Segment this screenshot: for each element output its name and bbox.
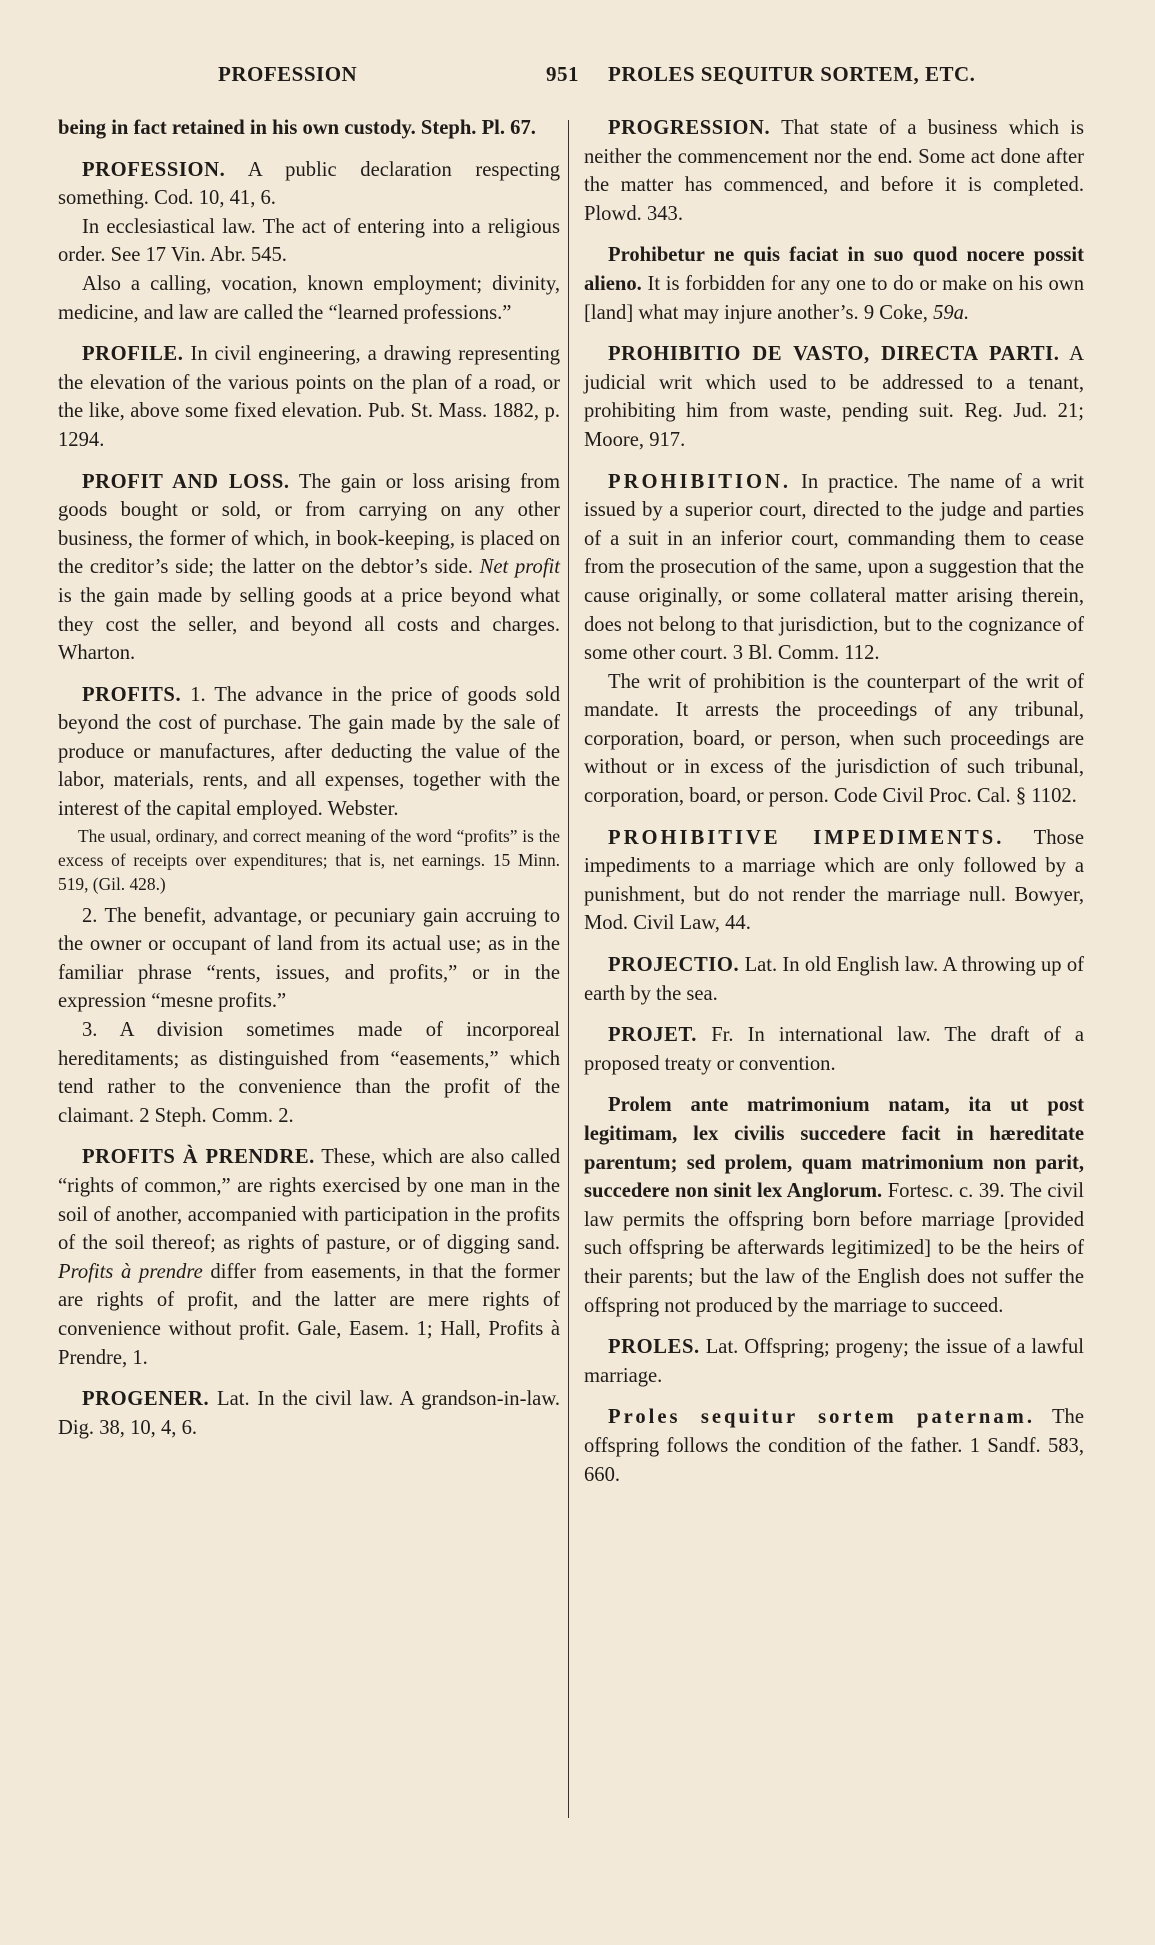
- entry-profits-a-prendre: [58, 1143, 560, 1372]
- entry-projectio: [584, 951, 1084, 1008]
- entry-prolem: [584, 1091, 1084, 1320]
- entry-progression: [584, 114, 1084, 228]
- column-divider: [568, 120, 569, 1818]
- entry-headword: PROGENER.: [82, 1388, 210, 1411]
- entry-headword: PROGRESSION.: [608, 117, 771, 139]
- entry-prohibetur: [584, 241, 1084, 327]
- entry-text: Fortesc. c. 39. The civil law permits the offspring born before marriage [provided such offspring be afterwards legitimized] to be the heirs of their parents; but the law of the English does not suffer the offspring not produced by the marriage to succeed.: [584, 1180, 1084, 1317]
- entry-text: The offspring follows the condition of the father. 1 Sandf. 583, 660.: [584, 1406, 1084, 1486]
- entry-text: differ from easements, in that the former are rights of profit, and the latter are mere rights of convenience without profit. Gale, Easem. 1; Hall, Profits à Prendre, 1.: [58, 1260, 560, 1369]
- entry-text: 1. The advance in the price of goods sold beyond the cost of purchase. The gain made by the sale of produce or manufactures, after deducting the value of the labor, materials, rents, and all expenses, together with the interest of the capital employed. Webster.: [58, 683, 560, 821]
- entry-text: The gain or loss arising from goods bought or sold, or from carrying on any other business, the former of which, in book-keeping, is placed on the creditor’s side; the latter on the debtor’s side.: [58, 470, 560, 579]
- entry-headword: PROFILE.: [82, 343, 184, 366]
- entry-headword: PROFITS.: [82, 683, 182, 706]
- entry-paragraph: In ecclesiastical law. The act of entering into a religious order. See 17 Vin. Abr. 545.: [58, 215, 560, 267]
- entry-progener: [58, 1385, 560, 1442]
- entry-paragraph: 2. The benefit, advantage, or pecuniary gain accruing to the owner or occupant of land from its actual use; as in the familiar phrase “rents, issues, and profits,” or in the expression “mesne profits.”: [58, 904, 560, 1013]
- entry-italic-term: 59a.: [933, 301, 970, 324]
- entry-projet: [584, 1021, 1084, 1078]
- entry-profession: [58, 156, 560, 328]
- entry-text: Lat. In the civil law. A grandson-in-law. Dig. 38, 10, 4, 6.: [58, 1388, 560, 1439]
- header-left-guideword: PROFESSION: [218, 62, 358, 86]
- entry-maxim: Proles sequitur sortem paternam.: [608, 1406, 1035, 1429]
- entry-text: These, which are also called “rights of common,” are rights exercised by one man in the soil of another, accompanied with participation in the profits of the soil thereof; as rights of pasture, or of digging sand.: [58, 1146, 560, 1255]
- entry-italic-term: Net profit: [479, 556, 560, 579]
- entry-paragraph: Also a calling, vocation, known employment; divinity, medicine, and law are called the “learned professions.”: [58, 272, 560, 324]
- entry-paragraph: The writ of prohibition is the counterpart of the writ of mandate. It arrests the proceedings of any tribunal, corporation, board, or person, when such proceedings are without or in excess of the jurisdiction of such tribunal, corporation, board, or person. Code Civil Proc. Cal. § 1102.: [584, 670, 1084, 808]
- entry-prohibitio: [584, 340, 1084, 454]
- entry-headword: PROFIT AND LOSS.: [82, 470, 290, 493]
- entry-headword: PROHIBITIVE IMPEDIMENTS.: [608, 826, 1005, 849]
- entry-text: is the gain made by selling goods at a price beyond what they cost the seller, and beyond all costs and charges. Wharton.: [58, 584, 560, 665]
- note-text: The usual, ordinary, and correct meaning of the word “profits” is the excess of receipts over expenditures; that is, net earnings. 15 Minn. 519, (Gil. 428.): [58, 825, 560, 894]
- entry-headword: PROHIBITIO DE VASTO, DIRECTA PARTI.: [608, 343, 1060, 366]
- entry-text: being in fact retained in his own custody. Steph. Pl. 67.: [58, 117, 536, 139]
- entry-text: Lat. Offspring; progeny; the issue of a lawful marriage.: [584, 1336, 1084, 1387]
- entry-profits: [58, 681, 560, 1131]
- entry-headword: PROFITS À PRENDRE.: [82, 1146, 315, 1169]
- entry-paragraph: 3. A division sometimes made of incorporeal hereditaments; as distinguished from “easements,” which tend rather to the convenience than the profit of the claimant. 2 Steph. Comm. 2.: [58, 1019, 560, 1127]
- entry-prohibitive-impediments: [584, 824, 1084, 938]
- entry-headword: PROJECTIO.: [608, 954, 740, 977]
- entry-headword: PROHIBITION.: [608, 470, 792, 493]
- entry-text: Lat. In old English law. A throwing up of earth by the sea.: [584, 954, 1084, 1005]
- entry-profit-and-loss: [58, 468, 560, 668]
- entry-italic-term: Profits à prendre: [58, 1260, 203, 1283]
- left-column: [58, 114, 560, 1455]
- page-number: 951: [546, 62, 579, 86]
- entry-note: [58, 824, 560, 896]
- entry-proles: [584, 1333, 1084, 1390]
- right-column: [584, 114, 1084, 1502]
- entry-text: In practice. The name of a writ issued by a superior court, directed to the judge and parties of a suit in an inferior court, commanding them to cease from the prosecution of the same, upon a suggestion that the cause originally, or some collateral matter arising therein, does not belong to that jurisdiction, but to the cognizance of some other court. 3 Bl. Comm. 112.: [584, 470, 1084, 665]
- entry-text: It is forbidden for any one to do or make on his own [land] what may injure another’s. 9 Coke,: [584, 272, 1084, 324]
- entry-headword: PROJET.: [608, 1024, 698, 1047]
- entry-continuation: [58, 114, 560, 143]
- running-header: [0, 62, 1155, 92]
- entry-proles-sequitur: [584, 1403, 1084, 1489]
- entry-text: Fr. In international law. The draft of a proposed treaty or convention.: [584, 1024, 1084, 1075]
- entry-text: A judicial writ which used to be addressed to a tenant, prohibiting him from waste, pending suit. Reg. Jud. 21; Moore, 917.: [584, 343, 1084, 451]
- entry-profile: [58, 340, 560, 454]
- entry-text: Those impediments to a marriage which are only followed by a punishment, but do not render the marriage null. Bowyer, Mod. Civil Law, 44.: [584, 826, 1084, 935]
- entry-maxim: Prolem ante matrimonium natam, ita ut post legitimam, lex civilis succedere facit in hæreditate parentum; sed prolem, quam matrimonium non parit, succedere non sinit lex Anglorum.: [584, 1094, 1084, 1203]
- entry-maxim: Prohibetur ne quis faciat in suo quod nocere possit alieno.: [584, 244, 1084, 295]
- entry-headword: PROLES.: [608, 1336, 700, 1359]
- entry-prohibition: [584, 468, 1084, 811]
- entry-text: That state of a business which is neither the commencement nor the end. Some act done after the matter has commenced, and before it is completed. Plowd. 343.: [584, 117, 1084, 225]
- entry-headword: PROFESSION.: [82, 158, 226, 181]
- entry-text: A public declaration respecting something. Cod. 10, 41, 6.: [58, 158, 560, 210]
- entry-text: In civil engineering, a drawing representing the elevation of the various points on the plan of a road, or the like, above some fixed elevation. Pub. St. Mass. 1882, p. 1294.: [58, 343, 560, 451]
- header-right-guideword: PROLES SEQUITUR SORTEM, ETC.: [608, 62, 976, 86]
